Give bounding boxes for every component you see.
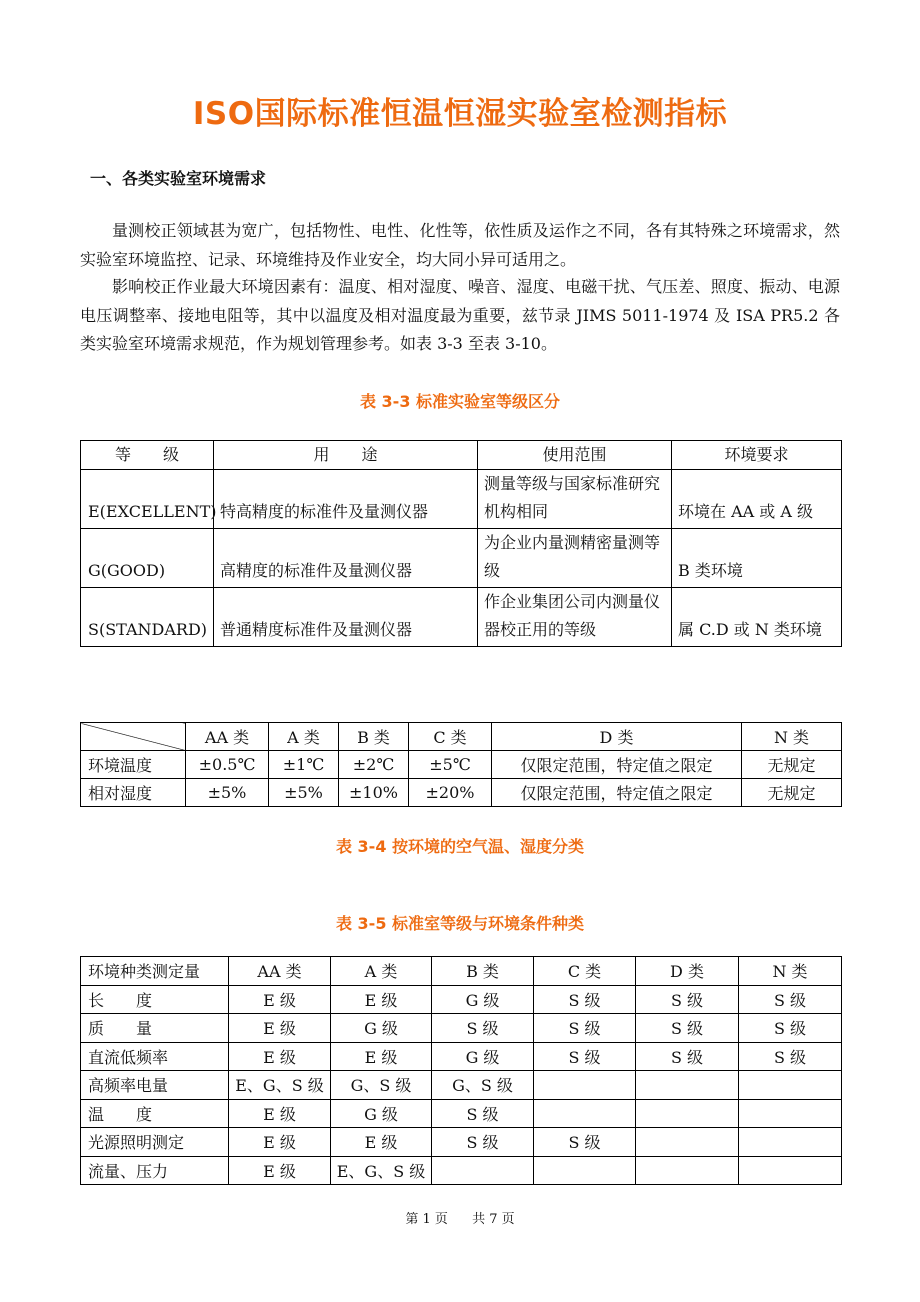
scope-cell: 测量等级与国家标准研究机构相同: [478, 470, 672, 529]
grade-cell: S(STANDARD): [81, 588, 214, 647]
table-cell: ±5%: [186, 779, 269, 807]
table-cell: S 级: [739, 985, 842, 1014]
grade-cell: E(EXCELLENT): [81, 470, 214, 529]
row-label: 环境温度: [81, 751, 186, 779]
table-row: [81, 470, 842, 529]
table-cell: S 级: [636, 985, 739, 1014]
table-cell: S 级: [432, 1014, 534, 1043]
table-cell: G 级: [331, 1099, 432, 1128]
table-row: [81, 1156, 842, 1185]
env-cell: 环境在 AA 或 A 级: [672, 470, 842, 529]
table-cell: [534, 1156, 636, 1185]
table-row: [81, 1071, 842, 1100]
row-label: 高频率电量: [81, 1071, 229, 1100]
table-cell: ±0.5℃: [186, 751, 269, 779]
table-cell: ±20%: [409, 779, 492, 807]
table-cell: [739, 1071, 842, 1100]
table-header-row: [81, 957, 842, 986]
table-3-4: [80, 722, 842, 807]
table-cell: [636, 1128, 739, 1157]
table-3-3-caption: 表 3-3 标准实验室等级区分: [359, 392, 561, 411]
table-row: [81, 751, 842, 779]
header-cell: 环境种类测定量: [81, 957, 229, 986]
table-cell: [432, 1156, 534, 1185]
section-heading: 一、各类实验室环境需求: [90, 169, 267, 188]
header-cell: D 类: [636, 957, 739, 986]
table-cell: S 级: [739, 1042, 842, 1071]
header-cell: AA 类: [186, 723, 269, 751]
header-cell: 等 级: [81, 441, 214, 470]
table-cell: G、S 级: [331, 1071, 432, 1100]
table-cell: ±10%: [339, 779, 409, 807]
env-cell: 属 C.D 或 N 类环境: [672, 588, 842, 647]
table-cell: S 级: [636, 1014, 739, 1043]
header-cell: AA 类: [229, 957, 331, 986]
table-cell: G 级: [331, 1014, 432, 1043]
row-label: 长 度: [81, 985, 229, 1014]
table-cell: [636, 1099, 739, 1128]
table-cell: E 级: [229, 1042, 331, 1071]
table-cell: E 级: [331, 1042, 432, 1071]
header-cell: A 类: [331, 957, 432, 986]
table-row: [81, 1099, 842, 1128]
table-cell: G 级: [432, 1042, 534, 1071]
table-cell: ±5%: [269, 779, 339, 807]
table-row: [81, 529, 842, 588]
table-cell: [739, 1156, 842, 1185]
table-cell: E 级: [229, 1099, 331, 1128]
usage-cell: 高精度的标准件及量测仪器: [214, 529, 478, 588]
table-3-5: [80, 956, 842, 1185]
table-row: [81, 779, 842, 807]
table-header-row: [81, 441, 842, 470]
table-cell: E 级: [229, 985, 331, 1014]
row-label: 温 度: [81, 1099, 229, 1128]
header-cell: C 类: [409, 723, 492, 751]
table-cell: [534, 1099, 636, 1128]
table-cell: [739, 1128, 842, 1157]
page-footer: [0, 1208, 920, 1227]
table-cell: [739, 1099, 842, 1128]
table-cell: E 级: [229, 1156, 331, 1185]
row-label: 相对湿度: [81, 779, 186, 807]
paragraph-1: 量测校正领域甚为宽广，包括物性、电性、化性等，依性质及运作之不同，各有其特殊之环境需求，然实验室环境监控、记录、环境维持及作业安全，均大同小异可适用之。: [80, 221, 840, 269]
table-cell: E 级: [229, 1128, 331, 1157]
table-cell: E、G、S 级: [229, 1071, 331, 1100]
table-cell: G 级: [432, 985, 534, 1014]
header-cell: 环境要求: [672, 441, 842, 470]
table-cell: [636, 1156, 739, 1185]
table-cell: ±5℃: [409, 751, 492, 779]
row-label: 质 量: [81, 1014, 229, 1043]
table-cell: ±2℃: [339, 751, 409, 779]
page-total: 共 7 页: [472, 1212, 515, 1227]
table-cell: 仅限定范围，特定值之限定: [492, 779, 742, 807]
scope-cell: 为企业内量测精密量测等级: [478, 529, 672, 588]
table-cell: [534, 1071, 636, 1100]
table-cell: S 级: [534, 1014, 636, 1043]
table-cell: S 级: [534, 985, 636, 1014]
table-cell: ±1℃: [269, 751, 339, 779]
header-cell: 用 途: [214, 441, 478, 470]
header-cell: N 类: [742, 723, 842, 751]
table-cell: E、G、S 级: [331, 1156, 432, 1185]
env-cell: B 类环境: [672, 529, 842, 588]
row-label: 光源照明测定: [81, 1128, 229, 1157]
usage-cell: 普通精度标准件及量测仪器: [214, 588, 478, 647]
table-cell: S 级: [432, 1099, 534, 1128]
header-cell: D 类: [492, 723, 742, 751]
table-cell: [636, 1071, 739, 1100]
table-cell: S 级: [739, 1014, 842, 1043]
table-3-4-caption: 表 3-4 按环境的空气温、湿度分类: [335, 837, 585, 856]
table-row: [81, 1128, 842, 1157]
scope-cell: 作企业集团公司内测量仪器校正用的等级: [478, 588, 672, 647]
table-row: [81, 985, 842, 1014]
table-cell: E 级: [331, 985, 432, 1014]
header-cell: 使用范围: [478, 441, 672, 470]
paragraph-2: 影响校正作业最大环境因素有：温度、相对湿度、噪音、湿度、电磁干扰、气压差、照度、振动、电源电压调整率、接地电阻等，其中以温度及相对温度最为重要，兹节录 JIMS 5011-1974 及 ISA PR5.2 各类实验室环境需求规范，作为规划管理参考。如表 3-3 至表 3-10。: [80, 277, 840, 353]
table-cell: G、S 级: [432, 1071, 534, 1100]
table-cell: S 级: [636, 1042, 739, 1071]
page-number: 第 1 页: [405, 1212, 448, 1227]
table-row: [81, 1042, 842, 1071]
table-header-row: [81, 723, 842, 751]
table-cell: 仅限定范围，特定值之限定: [492, 751, 742, 779]
table-row: [81, 588, 842, 647]
table-cell: 无规定: [742, 751, 842, 779]
usage-cell: 特高精度的标准件及量测仪器: [214, 470, 478, 529]
table-cell: S 级: [534, 1128, 636, 1157]
table-3-3: [80, 440, 842, 647]
header-cell: C 类: [534, 957, 636, 986]
table-row: [81, 1014, 842, 1043]
table-3-5-caption: 表 3-5 标准室等级与环境条件种类: [335, 914, 585, 933]
diagonal-corner-cell: [81, 723, 186, 751]
table-cell: E 级: [229, 1014, 331, 1043]
row-label: 流量、压力: [81, 1156, 229, 1185]
header-cell: B 类: [432, 957, 534, 986]
row-label: 直流低频率: [81, 1042, 229, 1071]
table-cell: E 级: [331, 1128, 432, 1157]
page-title: ISO国际标准恒温恒湿实验室检测指标: [192, 96, 728, 132]
header-cell: A 类: [269, 723, 339, 751]
table-cell: S 级: [432, 1128, 534, 1157]
table-cell: S 级: [534, 1042, 636, 1071]
table-cell: 无规定: [742, 779, 842, 807]
header-cell: B 类: [339, 723, 409, 751]
header-cell: N 类: [739, 957, 842, 986]
grade-cell: G(GOOD): [81, 529, 214, 588]
